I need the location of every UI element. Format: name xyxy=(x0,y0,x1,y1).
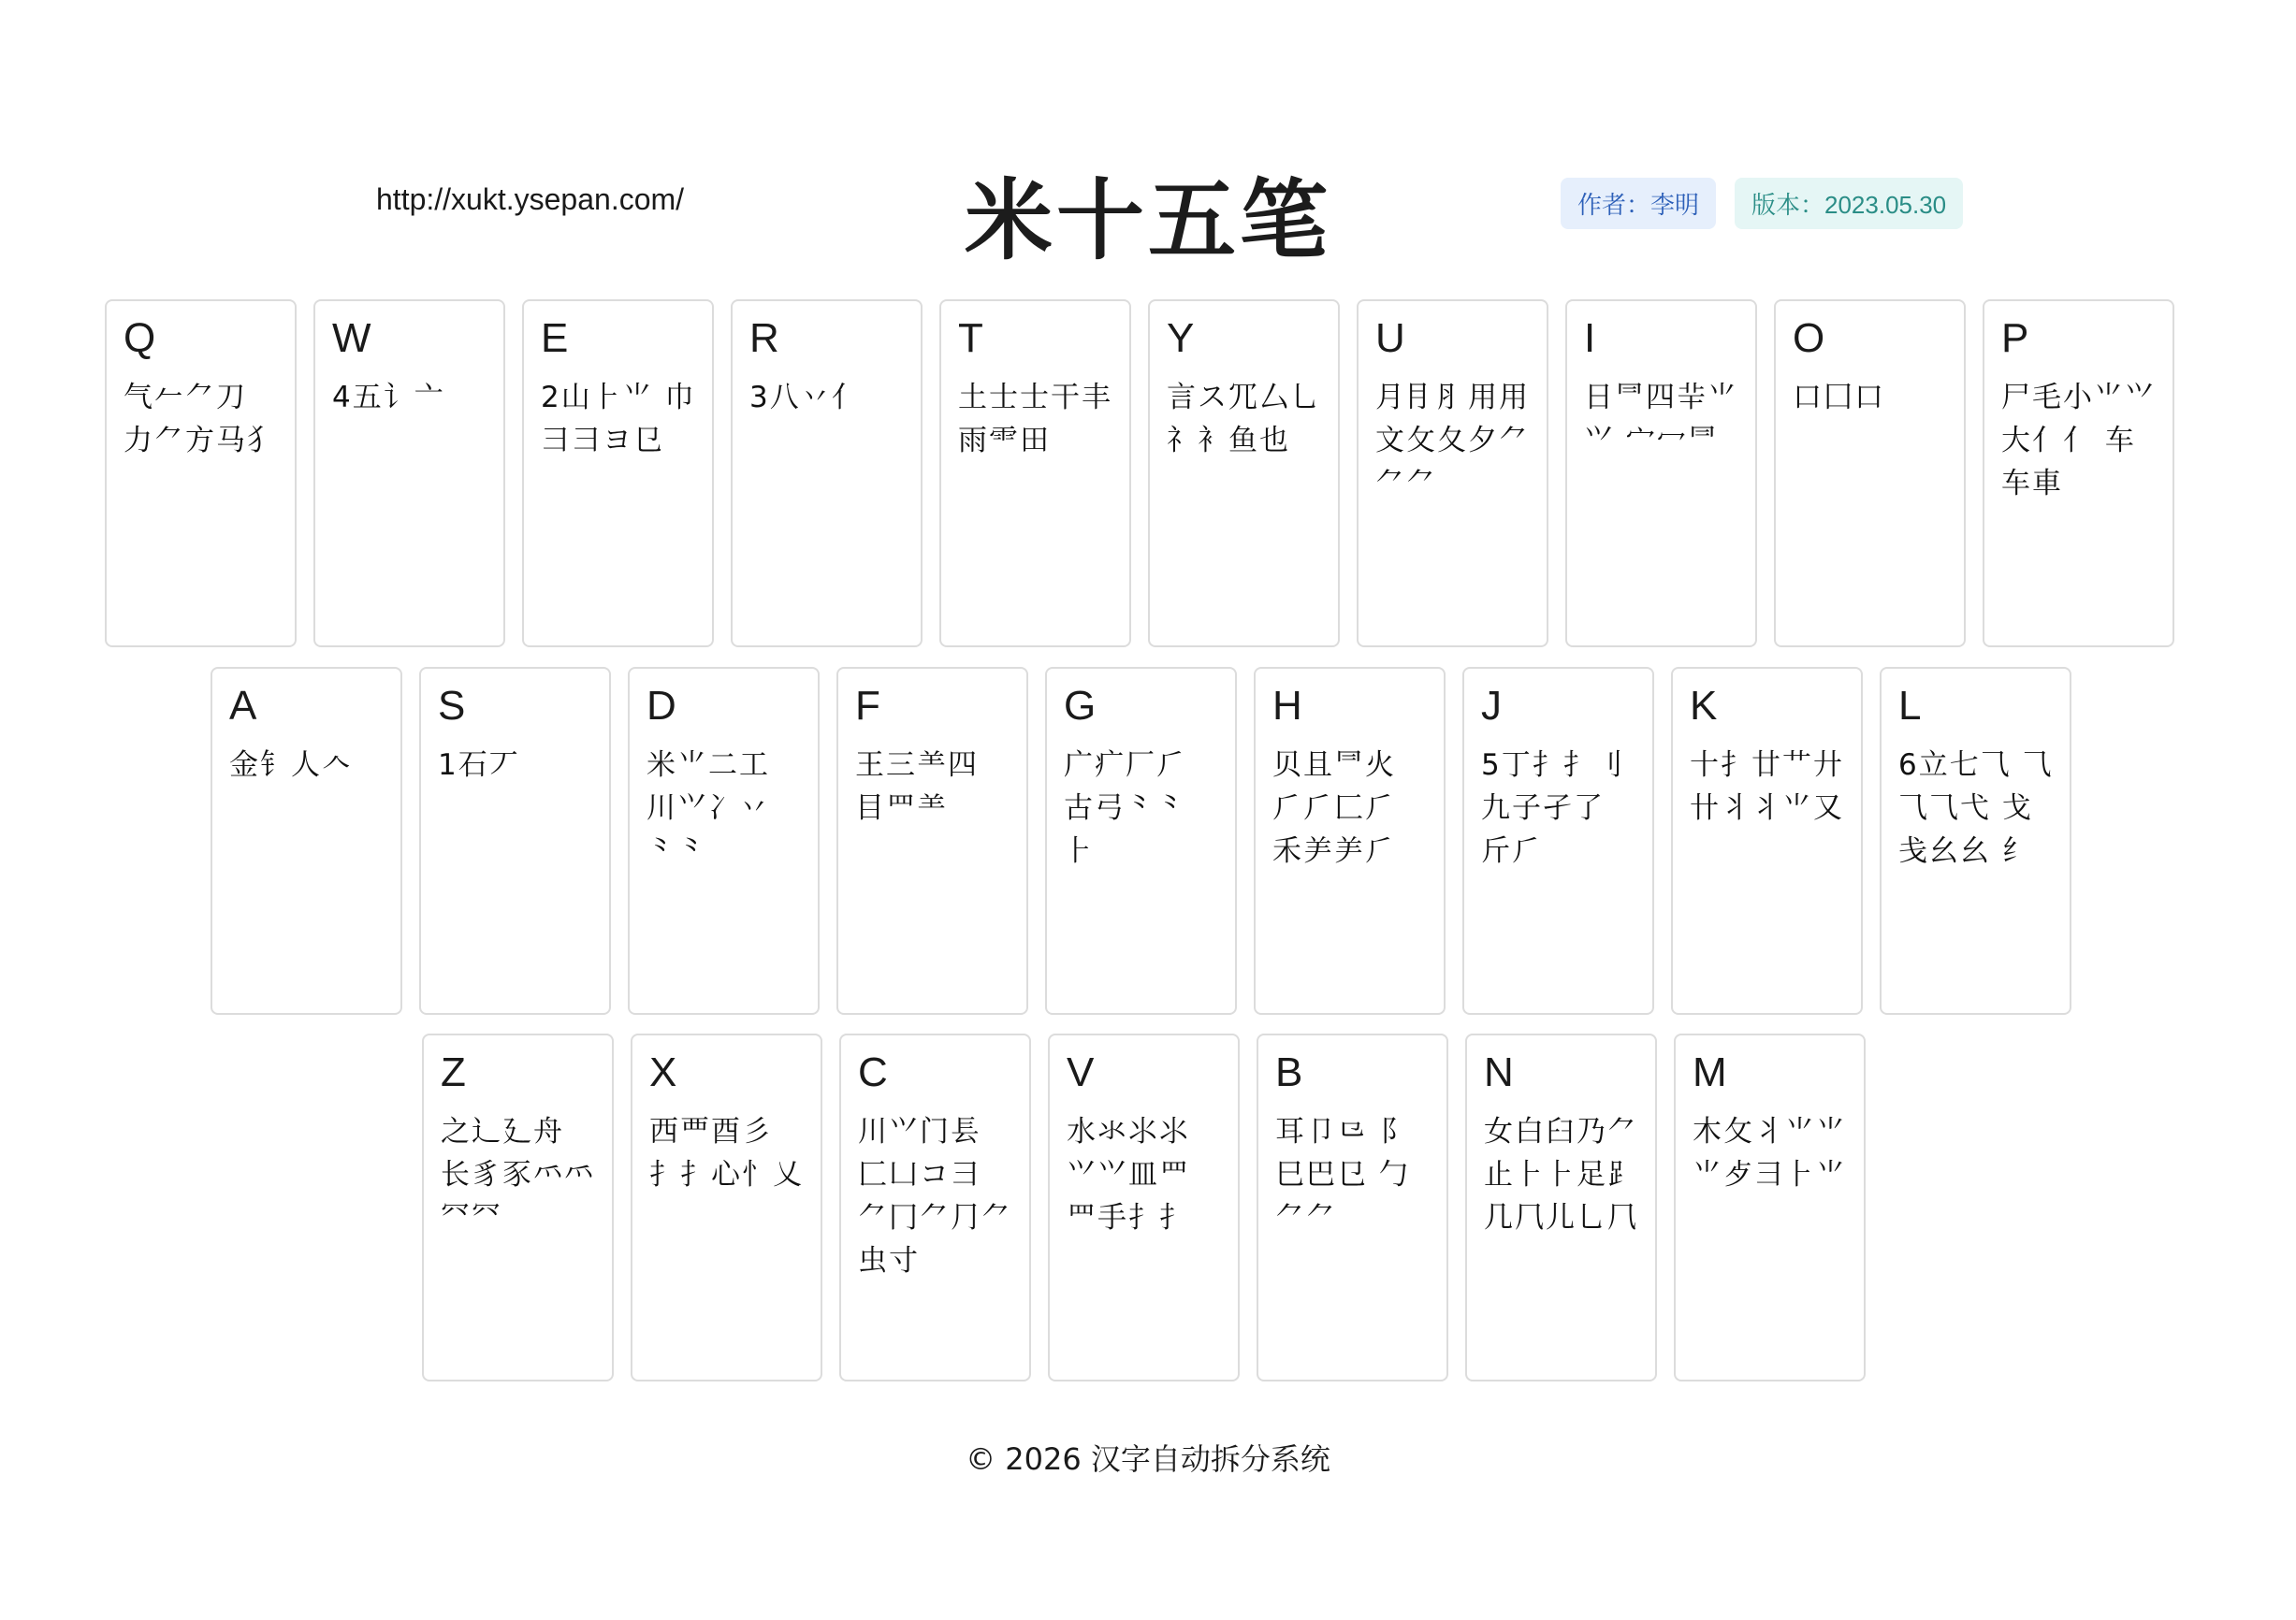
key-card[interactable] xyxy=(731,299,923,647)
key-roots: 之辶廴舟 长豸豕⺤⺤ ⺳⺳ xyxy=(441,1115,595,1235)
key-card[interactable] xyxy=(422,1034,614,1381)
key-letter: W xyxy=(332,315,371,361)
key-letter: Z xyxy=(441,1049,466,1095)
key-roots: 月⺝⺼用⽤ 文⺙夂夕⺈ ⺈⺈ xyxy=(1375,381,1530,500)
key-roots: 3八丷亻 xyxy=(749,381,863,414)
key-card[interactable] xyxy=(1880,667,2071,1015)
key-letter: T xyxy=(958,315,983,361)
key-card[interactable] xyxy=(1462,667,1654,1015)
key-roots: 木⺙⺦⺌⺌ ⺌⺞⺕⺊⺌ xyxy=(1693,1115,1847,1192)
key-roots: 水氺⺢⺢ ⺍⺍皿⺲ ⺲手⺘⺘ xyxy=(1067,1115,1190,1235)
key-letter: N xyxy=(1484,1049,1514,1095)
key-letter: F xyxy=(855,683,880,729)
info-badges xyxy=(1561,178,1963,229)
keyboard-row-2 xyxy=(211,667,2071,1015)
key-roots: 贝且⺜火 ⺁⺁匚⺁ 禾⺶⺶⺁ xyxy=(1272,748,1396,868)
key-roots: 米⺌二工 川⺍冫丷 ⺀⺀ xyxy=(647,748,770,868)
footer-copyright: © 2026 汉字自动拆分系统 xyxy=(966,1441,1330,1477)
key-letter: E xyxy=(541,315,569,361)
key-letter: M xyxy=(1693,1049,1727,1095)
key-letter: R xyxy=(749,315,779,361)
key-card[interactable] xyxy=(631,1034,822,1381)
author-badge: 作者：李明 xyxy=(1561,178,1716,229)
key-letter: D xyxy=(647,683,676,729)
key-card[interactable] xyxy=(419,667,611,1015)
key-roots: 5丁扌⺘刂 九子孑了 斤⺁ xyxy=(1481,748,1625,868)
key-roots: 金钅人𠆢 xyxy=(229,748,353,782)
key-roots: 土士士干丰 雨⻗田 xyxy=(958,381,1112,457)
key-roots: 女白臼乃⺈ 止⺊⺊足⻊ 几⺇儿⺃⺇ xyxy=(1484,1115,1638,1235)
key-letter: A xyxy=(229,683,257,729)
key-letter: G xyxy=(1064,683,1097,729)
key-roots: 尸毛小⺌⺍ 大⺅亻 车⻋車 xyxy=(2001,381,2156,500)
key-card[interactable] xyxy=(836,667,1028,1015)
key-roots: 1石丆 xyxy=(438,748,520,782)
key-letter: S xyxy=(438,683,466,729)
key-roots: 言ス⺴厶乚 礻衤鱼也 xyxy=(1167,381,1321,457)
key-letter: C xyxy=(858,1049,888,1095)
key-card[interactable] xyxy=(628,667,820,1015)
key-letter: Y xyxy=(1167,315,1195,361)
key-card[interactable] xyxy=(1565,299,1757,647)
key-letter: Q xyxy=(124,315,156,361)
key-card[interactable] xyxy=(1045,667,1237,1015)
key-letter: L xyxy=(1898,683,1922,729)
keyboard-row-1 xyxy=(105,299,2174,647)
key-letter: X xyxy=(649,1049,677,1095)
key-roots: 口⼞口 xyxy=(1793,381,1885,414)
key-roots: 气𠂉⺈刀 力⺈方马犭 xyxy=(124,381,278,457)
key-roots: 王三⺷四 目⺲⺷ xyxy=(855,748,979,825)
key-letter: U xyxy=(1375,315,1405,361)
key-letter: J xyxy=(1481,683,1502,729)
key-card[interactable] xyxy=(939,299,1131,647)
key-roots: 十⺘廿⺾廾 卄丬⺦⺌又 xyxy=(1690,748,1844,825)
key-card[interactable] xyxy=(313,299,505,647)
key-card[interactable] xyxy=(1357,299,1548,647)
key-letter: V xyxy=(1067,1049,1095,1095)
key-roots: 4五讠亠 xyxy=(332,381,445,414)
keyboard-row-3 xyxy=(422,1034,1866,1381)
key-roots: 川⺍门镸 匚凵コ⺕ ⺈冂⺈⺆⺈ 虫寸 xyxy=(858,1115,1012,1278)
page-title: 米十五笔 xyxy=(964,170,1331,272)
key-card[interactable] xyxy=(105,299,297,647)
key-roots: 2山⺊⺌ 巾彐⺕ヨ㔾 xyxy=(541,381,696,457)
key-letter: B xyxy=(1275,1049,1303,1095)
key-card[interactable] xyxy=(1671,667,1863,1015)
key-letter: K xyxy=(1690,683,1718,729)
key-card[interactable] xyxy=(1254,667,1446,1015)
key-card[interactable] xyxy=(1148,299,1340,647)
key-card[interactable] xyxy=(522,299,714,647)
key-letter: O xyxy=(1793,315,1825,361)
key-letter: I xyxy=(1584,315,1596,361)
key-roots: 日⺜四⺸⺌⺍ 宀冖⺜ xyxy=(1584,381,1738,457)
key-letter: H xyxy=(1272,683,1302,729)
key-card[interactable] xyxy=(1465,1034,1657,1381)
key-roots: 广疒厂⺁ 古弓⺀⺀ ⺊ xyxy=(1064,748,1187,868)
key-card[interactable] xyxy=(1983,299,2174,647)
key-card[interactable] xyxy=(1048,1034,1240,1381)
key-roots: 6立七⺄ ⺄⺄⺄弋 戈戋幺⺓ 纟 xyxy=(1898,748,2054,868)
key-roots: 耳卩⺋⻏ 巳巴㔾 勹⺈⺈ xyxy=(1275,1115,1410,1235)
key-roots: 西覀酉彡 ⺘⺘心忄乂 xyxy=(649,1115,804,1192)
key-card[interactable] xyxy=(839,1034,1031,1381)
version-badge: 版本：2023.05.30 xyxy=(1735,178,1963,229)
key-letter: P xyxy=(2001,315,2029,361)
key-card[interactable] xyxy=(1774,299,1966,647)
site-url[interactable]: http://xukt.ysepan.com/ xyxy=(376,182,685,216)
key-card[interactable] xyxy=(1257,1034,1448,1381)
key-card[interactable] xyxy=(211,667,402,1015)
key-card[interactable] xyxy=(1674,1034,1866,1381)
